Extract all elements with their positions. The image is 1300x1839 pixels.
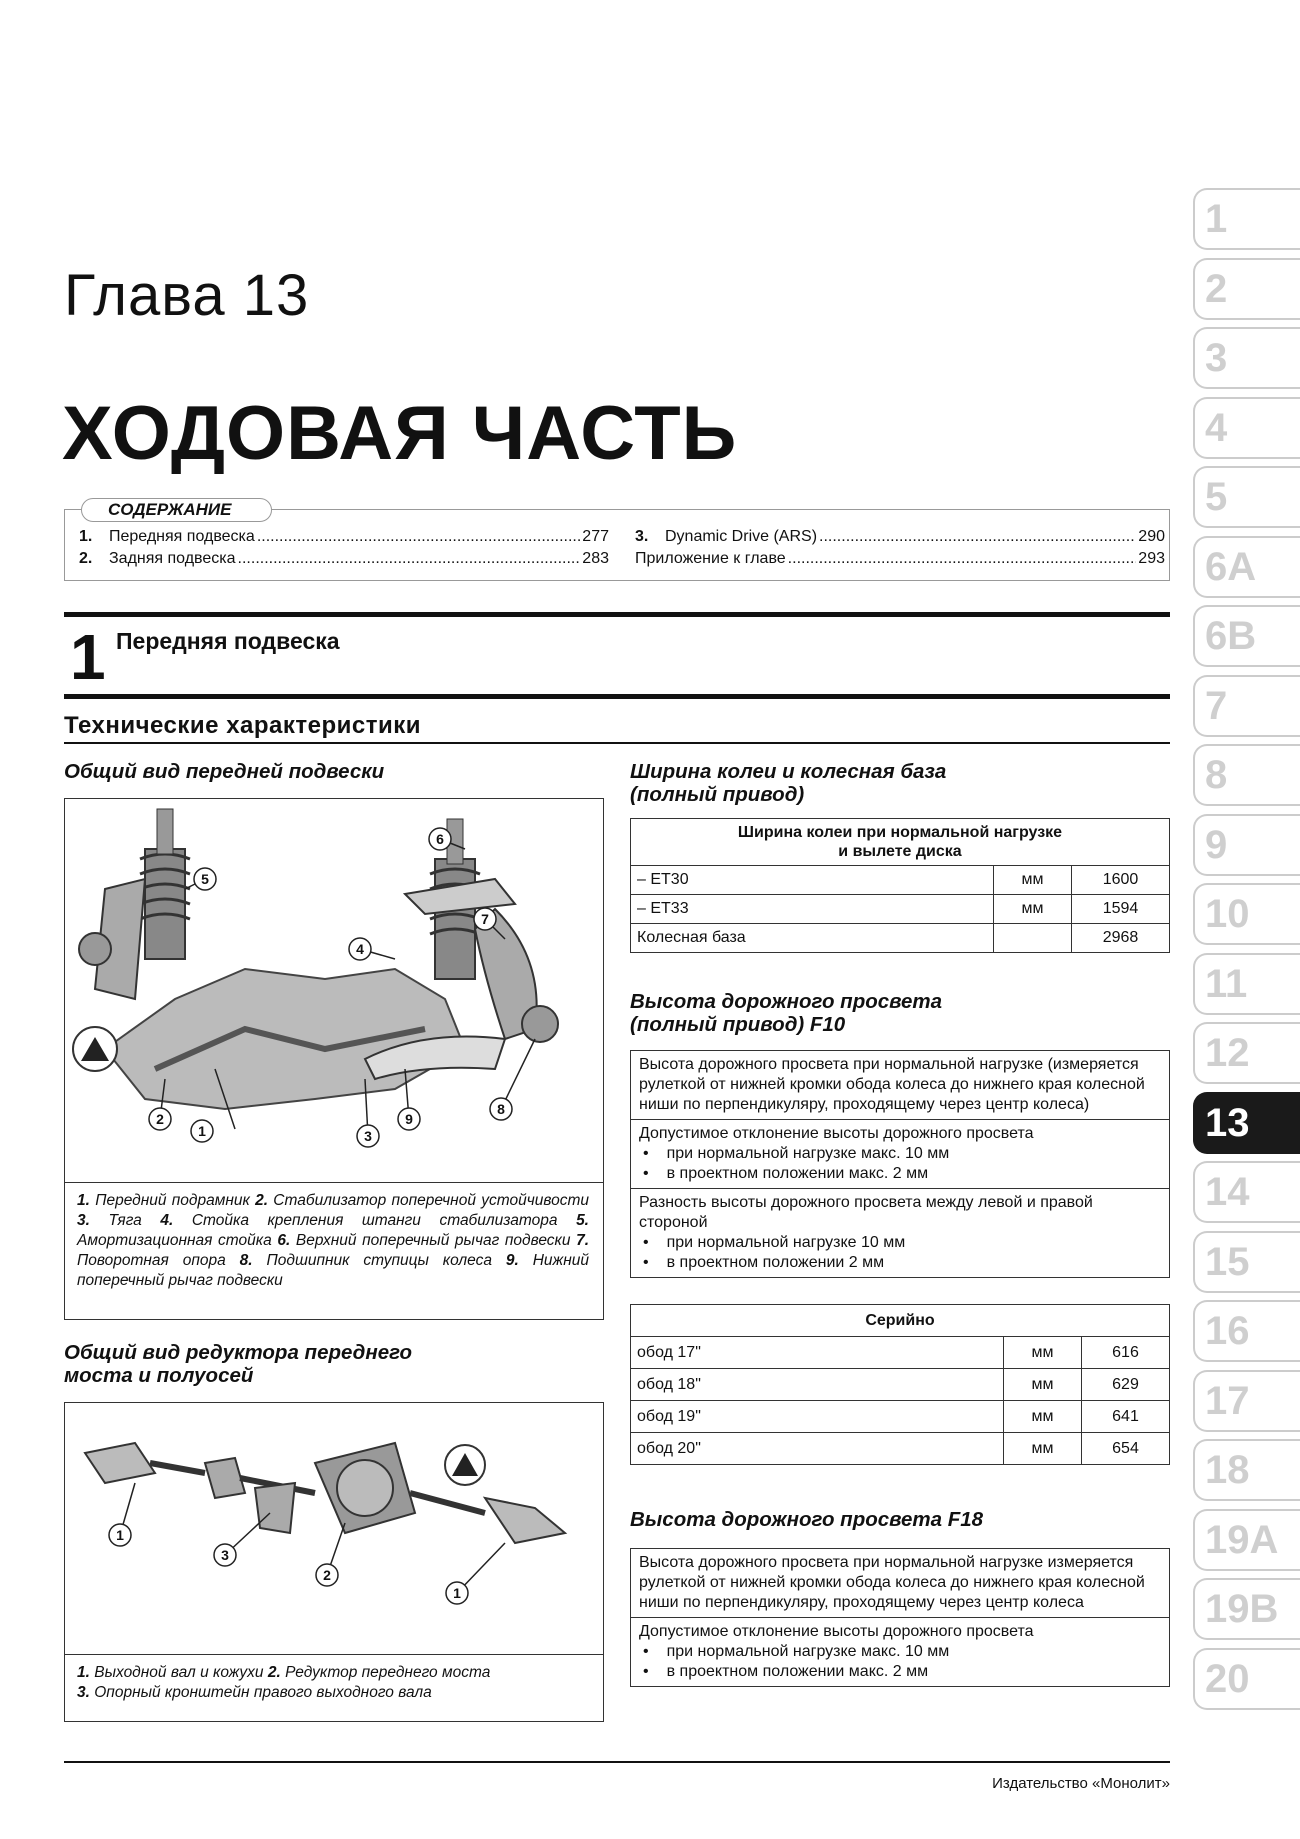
chapter-title: ХОДОВАЯ ЧАСТЬ xyxy=(62,391,738,476)
callout-label: 4 xyxy=(356,941,364,957)
chapter-tab-9[interactable]: 9 xyxy=(1193,814,1300,876)
callout-label: 1 xyxy=(453,1585,461,1601)
callout-label: 2 xyxy=(156,1111,164,1127)
fig2-caption: 1. Выходной вал и кожухи 2. Редуктор переднего моста 3. Опорный кронштейн правого выходного вала xyxy=(77,1664,491,1701)
fig2-box xyxy=(64,1402,604,1722)
toc-item[interactable]: 2. Задняя подвеска ..... 283 xyxy=(79,550,609,568)
toc-item[interactable]: 3. Dynamic Drive (ARS) ..... 290 xyxy=(635,528,1165,546)
chapter-tab-13[interactable]: 13 xyxy=(1193,1092,1300,1154)
table-row: – ET30 мм 1600 xyxy=(631,866,1170,895)
subsection-title: Технические характеристики xyxy=(64,712,422,739)
clearance-f10-difference: Разность высоты дорожного просвета между левой и правой стороной • при нормальной нагрузке 10 мм • в проектном положении 2 мм xyxy=(631,1189,1169,1277)
chapter-tab-5[interactable]: 5 xyxy=(1193,466,1300,528)
callout-label: 9 xyxy=(405,1111,413,1127)
clearance-f10-box xyxy=(630,1050,1170,1278)
publisher-footer: Издательство «Монолит» xyxy=(992,1775,1170,1792)
chapter-tab-18[interactable]: 18 xyxy=(1193,1439,1300,1501)
footer-rule xyxy=(64,1761,1170,1763)
track-table-header: Ширина колеи при нормальной нагрузке и вылете диска xyxy=(631,819,1170,866)
chapter-tab-8[interactable]: 8 xyxy=(1193,744,1300,806)
section-rule xyxy=(64,612,1170,617)
toc-item[interactable]: 1. Передняя подвеска ..... 277 xyxy=(79,528,609,546)
section-number: 1 xyxy=(70,621,106,693)
callout-label: 3 xyxy=(364,1128,372,1144)
toc-item[interactable]: Приложение к главе ..... 293 xyxy=(635,550,1165,568)
table-row: обод 17" мм 616 xyxy=(631,1337,1170,1369)
callout-label: 8 xyxy=(497,1101,505,1117)
chapter-tab-2[interactable]: 2 xyxy=(1193,258,1300,320)
chapter-tab-16[interactable]: 16 xyxy=(1193,1300,1300,1362)
chapter-tab-12[interactable]: 12 xyxy=(1193,1022,1300,1084)
serial-header: Серийно xyxy=(631,1305,1170,1337)
chapter-tab-1[interactable]: 1 xyxy=(1193,188,1300,250)
callout-label: 6 xyxy=(436,831,444,847)
table-row: обод 19" мм 641 xyxy=(631,1401,1170,1433)
chapter-tab-7[interactable]: 7 xyxy=(1193,675,1300,737)
callout-label: 1 xyxy=(116,1527,124,1543)
clearance-f18-deviation: Допустимое отклонение высоты дорожного просвета • при нормальной нагрузке макс. 10 мм • в проектном положении макс. 2 мм xyxy=(631,1618,1169,1686)
chapter-tab-19b[interactable]: 19B xyxy=(1193,1578,1300,1640)
callout-label: 1 xyxy=(198,1123,206,1139)
chapter-tab-17[interactable]: 17 xyxy=(1193,1370,1300,1432)
toc-label: СОДЕРЖАНИЕ xyxy=(81,498,272,522)
section-title: Передняя подвеска xyxy=(116,628,340,654)
clearance-f10-heading: Высота дорожного просвета (полный привод) F10 xyxy=(630,990,943,1036)
chapter-tab-11[interactable]: 11 xyxy=(1193,953,1300,1015)
front-axle-illustration xyxy=(65,1403,603,1658)
clearance-f18-desc: Высота дорожного просвета при нормальной нагрузке измеряется рулеткой от нижней кромки обода колеса до нижнего края колесной ниши по перпендикуляру, проходящему через центр колеса xyxy=(631,1549,1169,1618)
chapter-tab-20[interactable]: 20 xyxy=(1193,1648,1300,1710)
table-row: обод 20" мм 654 xyxy=(631,1433,1170,1465)
chapter-tab-14[interactable]: 14 xyxy=(1193,1161,1300,1223)
chapter-tab-6b[interactable]: 6B xyxy=(1193,605,1300,667)
clearance-f10-deviation: Допустимое отклонение высоты дорожного просвета • при нормальной нагрузке макс. 10 мм • в проектном положении макс. 2 мм xyxy=(631,1120,1169,1189)
track-table xyxy=(630,818,1170,953)
chapter-tab-19a[interactable]: 19A xyxy=(1193,1509,1300,1571)
chapter-tab-15[interactable]: 15 xyxy=(1193,1231,1300,1293)
fig1-heading: Общий вид передней подвески xyxy=(64,760,385,783)
section-rule xyxy=(64,694,1170,699)
callout-label: 2 xyxy=(323,1567,331,1583)
fig1-box xyxy=(64,798,604,1320)
chapter-tab-6a[interactable]: 6A xyxy=(1193,536,1300,598)
table-row: обод 18" мм 629 xyxy=(631,1369,1170,1401)
chapter-tab-3[interactable]: 3 xyxy=(1193,327,1300,389)
callout-label: 7 xyxy=(481,911,489,927)
fig2-heading: Общий вид редуктора переднего моста и полуосей xyxy=(64,1341,413,1387)
front-suspension-illustration xyxy=(65,799,603,1194)
track-heading: Ширина колеи и колесная база (полный привод) xyxy=(630,760,947,806)
clearance-f18-box xyxy=(630,1548,1170,1687)
chapter-tab-10[interactable]: 10 xyxy=(1193,883,1300,945)
subsection-rule xyxy=(64,742,1170,744)
clearance-f18-heading: Высота дорожного просвета F18 xyxy=(630,1508,984,1531)
table-row: – ET33 мм 1594 xyxy=(631,895,1170,924)
chapter-tab-4[interactable]: 4 xyxy=(1193,397,1300,459)
clearance-f10-table xyxy=(630,1304,1170,1465)
chapter-label: Глава 13 xyxy=(64,263,310,328)
fig1-caption: 1. Передний подрамник 2. Стабилизатор поперечной устойчивости 3. Тяга 4. Стойка крепления штанги стабилизатора 5. Амортизационная стойка 6. Верхний поперечный рычаг подвески 7. Поворотная опора 8. Подшипник ступицы колеса 9. Нижний поперечный рычаг подвески xyxy=(77,1192,590,1289)
callout-label: 5 xyxy=(201,871,209,887)
callout-label: 3 xyxy=(221,1547,229,1563)
clearance-f10-desc: Высота дорожного просвета при нормальной нагрузке (измеряется рулеткой от нижней кромки обода колеса до нижнего края колесной ниши по перпендикуляру, проходящему через центр колеса) xyxy=(631,1051,1169,1120)
table-row: Колесная база 2968 xyxy=(631,924,1170,953)
table-of-contents xyxy=(64,500,1170,581)
